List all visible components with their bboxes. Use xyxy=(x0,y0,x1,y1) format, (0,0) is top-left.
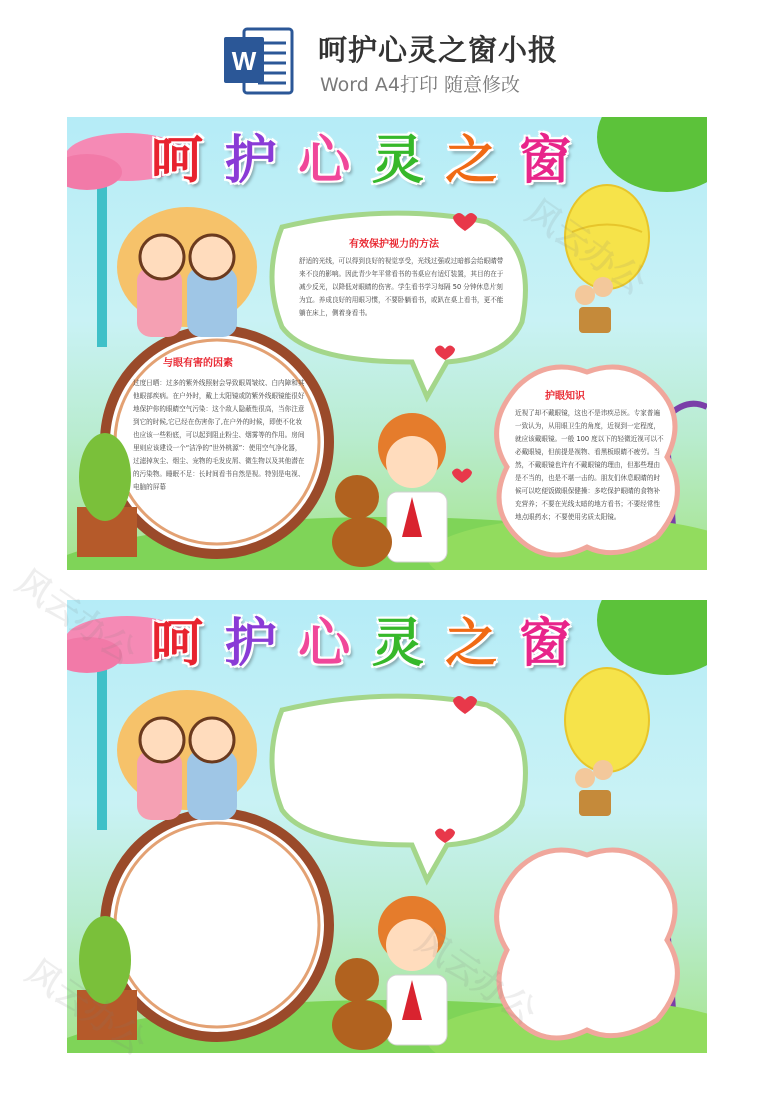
word-icon-letter: W xyxy=(231,46,257,76)
poster-title-char: 护 xyxy=(224,614,277,674)
knowledge-heading: 护眼知识 xyxy=(545,391,585,402)
poster-title-char: 护 xyxy=(224,131,277,191)
word-doc-icon xyxy=(222,25,294,97)
poster-title xyxy=(151,612,571,676)
knowledge-body: 近视了却不戴眼镜，这也不是讳疾忌医。专家普遍一致认为，从用眼卫生的角度，近视到一定程度，就应该戴眼镜。一般 100 度以下的轻微近视可以不必戴眼镜，但前提是视物、看黑板眼睛不疲劳。当然，不戴眼镜也许有不戴眼镜的理由，但那些理由是不当的，也是不堪一击的。朋友们休息眼睛的时候可以吃便饭做眼保健操：多吃保护眼睛的食物补充营养；不要在光线太暗的地方看书；不要经常性地点眼药水；不要使用劣质太阳镜。 xyxy=(515,409,664,521)
page-title: 呵护心灵之窗小报 xyxy=(318,33,559,67)
poster-title-char: 灵 xyxy=(371,131,424,191)
poster-title-char: 呵 xyxy=(151,131,204,191)
page-subtitle: Word A4打印 随意修改 xyxy=(320,74,521,96)
poster-title-char: 呵 xyxy=(151,614,204,674)
poster-title xyxy=(151,129,571,193)
poster-title-char: 灵 xyxy=(371,614,424,674)
poster-title-char: 心 xyxy=(298,614,351,674)
poster-title-char: 之 xyxy=(445,614,498,674)
poster-title-char: 之 xyxy=(445,131,498,191)
causes-body: 过度日晒：过多的紫外线照射会导致眼周皱纹、白内障和其他眼部疾病。在户外时，戴上太阳镜或防紫外线眼镜能很好地保护你的眼睛空气污染：这个敌人隐蔽性很高，当你注意到它的时候,它已经在伤害你了,在户外的时候，即使不化妆也应该一些粉底，可以起到阻止粉尘、烟雾等的作用。房间里则应该建设一个“洁净的”世外桃源”：使用空气净化器，过滤掉灰尘、烟尘、宠物的毛发皮屑、微生物以及其他潜在的污染物。睡眠不足：长时间看书自然是视。特别是电视、电脑的屏幕 xyxy=(133,379,305,491)
poster-title-char: 窗 xyxy=(518,131,571,191)
causes-heading: 与眼有害的因素 xyxy=(163,358,233,369)
methods-body: 舒适的光线，可以得到良好的视觉享受，光线过强或过暗都会给眼睛带来不良的影响。因此青少年平常看书的书桌应有适灯装置，其目的在于减少反光，以降低对眼睛的伤害。学生看书学习每隔 50 分钟休息片刻为宜。养成良好的用眼习惯，不要卧躺看书，或趴在桌上看书，更不能躺在床上，侧着身看书。 xyxy=(299,257,504,317)
poster-title-char: 心 xyxy=(298,131,351,191)
poster-filled xyxy=(67,117,707,570)
methods-heading: 有效保护视力的方法 xyxy=(349,239,439,250)
poster-blank xyxy=(67,600,707,1053)
poster-title-char: 窗 xyxy=(518,614,571,674)
